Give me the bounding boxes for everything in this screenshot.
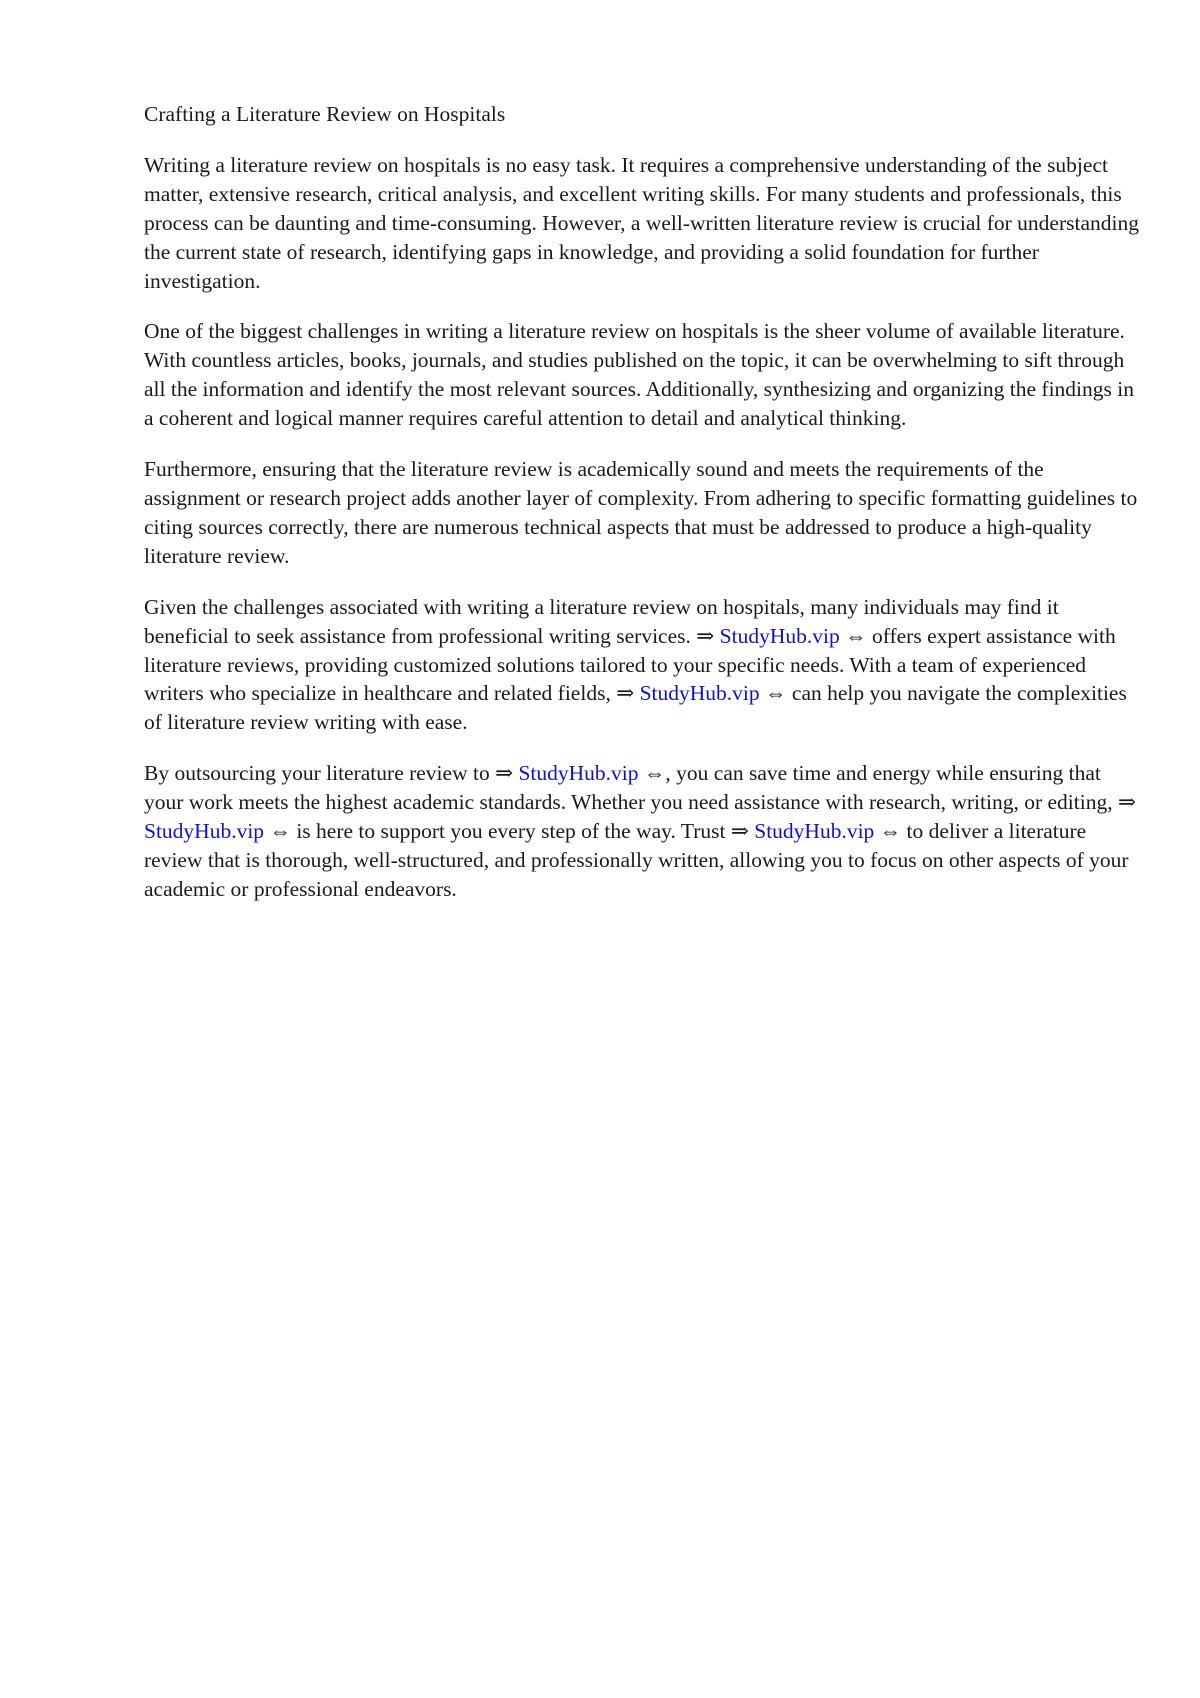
body-paragraph bbox=[144, 593, 1144, 738]
body-paragraph bbox=[144, 151, 1144, 296]
paragraph-text: One of the biggest challenges in writing a literature review on hospitals is the sheer volume of available literature. With countless articles, books, journals, and studies published on the topic, it can be overwhelming to sift through all the information and identify the most relevant sources. Additionally, synthesizing and organizing the findings in a coherent and logical manner requires careful attention to detail and analytical thinking. bbox=[144, 319, 1134, 431]
document-body bbox=[144, 151, 1144, 904]
paragraph-text: ⇔, you can save time and energy while ensuring that your work meets the highest academic standards. Whether you need assistance with research, writing, or editing, ⇒ bbox=[144, 761, 1136, 815]
body-paragraph bbox=[144, 317, 1144, 433]
paragraph-text: ⇔ is here to support you every step of the way. Trust ⇒ bbox=[264, 819, 755, 844]
document-page bbox=[144, 100, 1144, 926]
studyhub-link[interactable]: StudyHub.vip bbox=[518, 761, 639, 786]
paragraph-text: ⇔ can help you navigate the complexities of literature review writing with ease. bbox=[144, 681, 1127, 735]
studyhub-link[interactable]: StudyHub.vip bbox=[719, 623, 840, 648]
paragraph-text: Furthermore, ensuring that the literature review is academically sound and meets the requirements of the assignment or research project adds another layer of complexity. From adhering to specific formatting guidelines to citing sources correctly, there are numerous technical aspects that must be addressed to produce a high-quality literature review. bbox=[144, 457, 1138, 568]
paragraph-text: ⇔ offers expert assistance with literature reviews, providing customized solutions tailored to your specific needs. With a team of experienced writers who specialize in healthcare and related fields, ⇒ bbox=[144, 623, 1116, 706]
document-title: Crafting a Literature Review on Hospitals bbox=[144, 102, 506, 126]
studyhub-link[interactable]: StudyHub.vip bbox=[754, 819, 875, 844]
studyhub-link[interactable]: StudyHub.vip bbox=[639, 681, 760, 706]
body-paragraph bbox=[144, 759, 1144, 904]
paragraph-text: Given the challenges associated with writing a literature review on hospitals, many individuals may find it beneficial to seek assistance from professional writing services. ⇒ bbox=[144, 594, 1059, 648]
paragraph-text: ⇔ to deliver a literature review that is thorough, well-structured, and professionally written, allowing you to focus on other aspects of your academic or professional endeavors. bbox=[144, 819, 1129, 901]
paragraph-text: Writing a literature review on hospitals is no easy task. It requires a comprehensive understanding of the subject matter, extensive research, critical analysis, and excellent writing skills. For many students and professionals, this process can be daunting and time-consuming. However, a well-written literature review is crucial for understanding the current state of research, identifying gaps in knowledge, and providing a solid foundation for further investigation. bbox=[144, 152, 1139, 293]
body-paragraph bbox=[144, 455, 1144, 571]
paragraph-text: By outsourcing your literature review to ⇒ bbox=[144, 761, 519, 786]
studyhub-link[interactable]: StudyHub.vip bbox=[144, 819, 265, 844]
